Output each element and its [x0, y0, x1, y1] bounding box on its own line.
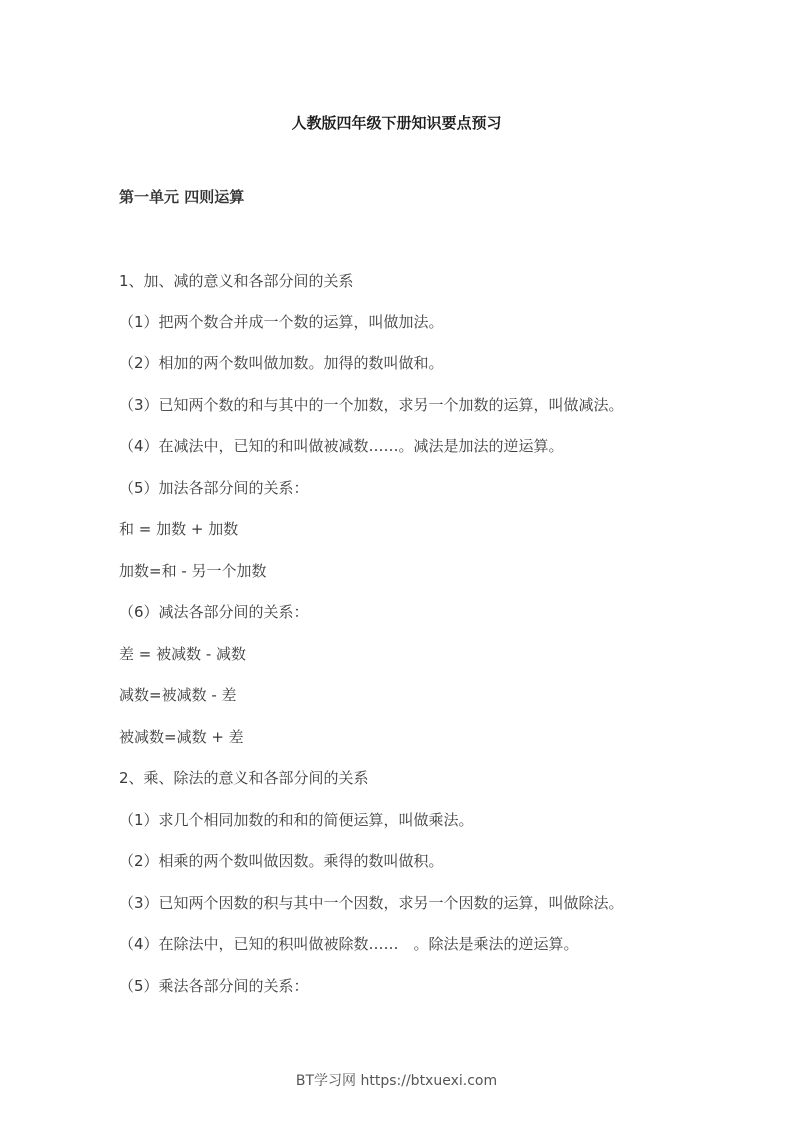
paragraph-line: （4）在除法中，已知的积叫做被除数…… 。除法是乘法的逆运算。 [119, 935, 579, 953]
paragraph-line: （1）求几个相同加数的和和的简便运算，叫做乘法。 [119, 811, 474, 829]
paragraph-line: （5）加法各部分间的关系： [119, 479, 309, 497]
document-title: 人教版四年级下册知识要点预习 [291, 114, 502, 132]
heading-2: 2、乘、除法的意义和各部分间的关系 [119, 769, 369, 787]
paragraph-line: （3）已知两个数的和与其中的一个加数，求另一个加数的运算，叫做减法。 [119, 396, 624, 414]
formula-line: 和 = 加数 + 加数 [119, 520, 239, 538]
paragraph-line: （3）已知两个因数的积与其中一个因数，求另一个因数的运算，叫做除法。 [119, 894, 624, 912]
paragraph-line: （5）乘法各部分间的关系： [119, 977, 309, 995]
footer-watermark: BT学习网 https://btxuexi.com [295, 1073, 498, 1089]
paragraph-line: （2）相乘的两个数叫做因数。乘得的数叫做积。 [119, 852, 444, 870]
heading-1: 1、加、减的意义和各部分间的关系 [119, 272, 354, 290]
paragraph-line: （6）减法各部分间的关系： [119, 603, 309, 621]
section-heading: 第一单元 四则运算 [119, 188, 245, 206]
formula-line: 被减数=减数 + 差 [119, 728, 244, 746]
paragraph-line: （1）把两个数合并成一个数的运算，叫做加法。 [119, 313, 444, 331]
formula-line: 加数=和 - 另一个加数 [119, 562, 267, 580]
paragraph-line: （4）在减法中，已知的和叫做被减数……。减法是加法的逆运算。 [119, 437, 564, 455]
paragraph-line: （2）相加的两个数叫做加数。加得的数叫做和。 [119, 354, 444, 372]
formula-line: 差 = 被减数 - 减数 [119, 645, 247, 663]
formula-line: 减数=被减数 - 差 [119, 686, 237, 704]
